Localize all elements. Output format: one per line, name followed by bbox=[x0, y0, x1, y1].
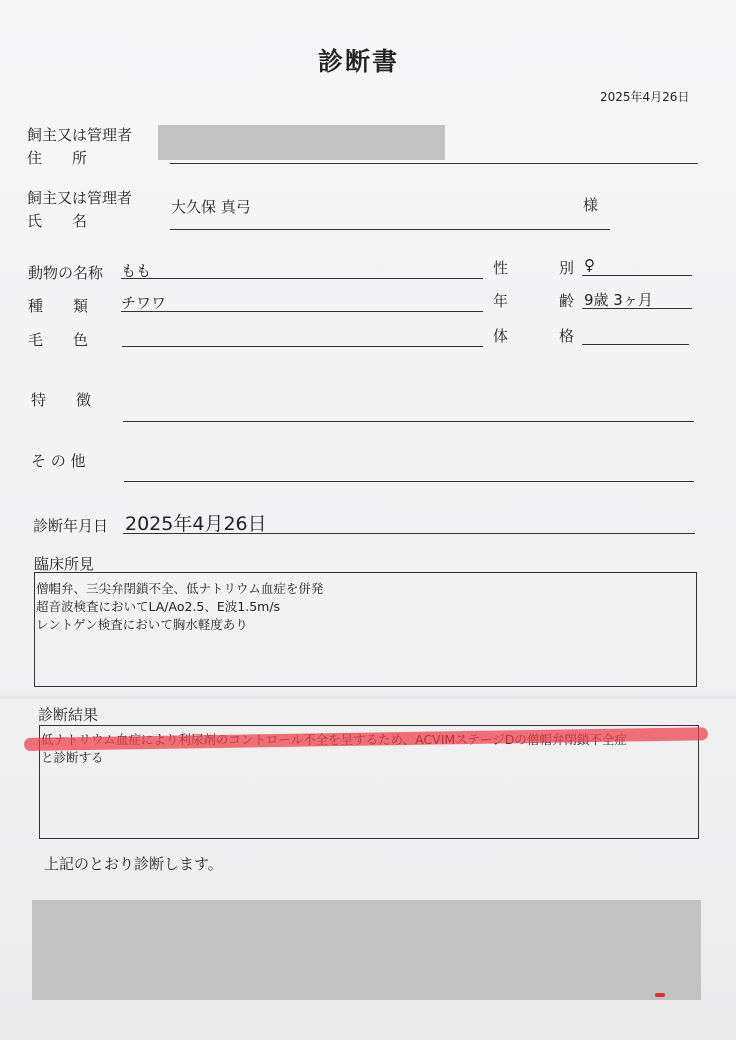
redacted-address bbox=[158, 125, 445, 160]
diagnosis-date-value: 2025年4月26日 bbox=[125, 513, 267, 535]
sex-label-a: 性 bbox=[493, 259, 509, 277]
clinical-findings-box bbox=[34, 572, 697, 687]
coat-underline bbox=[122, 346, 483, 347]
other-underline bbox=[124, 481, 694, 482]
stamp-edge bbox=[655, 993, 665, 997]
redacted-footer bbox=[32, 900, 701, 1000]
document-title: 診断書 bbox=[318, 47, 400, 76]
features-underline bbox=[123, 421, 694, 422]
owner-address-label-2: 住 所 bbox=[27, 149, 88, 167]
age-value: 9歳 3ヶ月 bbox=[584, 291, 653, 309]
other-label: そ の 他 bbox=[31, 452, 86, 470]
age-label-b: 齢 bbox=[559, 292, 575, 310]
diagnosis-result-label: 診断結果 bbox=[38, 706, 99, 724]
sex-value: ♀ bbox=[584, 256, 595, 274]
issue-date: 2025年4月26日 bbox=[600, 90, 690, 104]
age-label-a: 年 bbox=[493, 292, 509, 310]
breed-label: 種 類 bbox=[28, 297, 89, 315]
diagnosis-result-line-2: と診断する bbox=[41, 750, 104, 765]
breed-value: チワワ bbox=[121, 294, 167, 312]
sex-label-b: 別 bbox=[559, 259, 575, 277]
coat-label: 毛 色 bbox=[28, 331, 89, 349]
clinical-findings-line-1: 僧帽弁、三尖弁閉鎖不全、低ナトリウム血症を併発 bbox=[36, 581, 324, 596]
owner-name-label-1: 飼主又は管理者 bbox=[27, 189, 133, 207]
build-underline bbox=[582, 344, 689, 345]
animal-name-value: もも bbox=[121, 262, 152, 280]
name-underline bbox=[170, 229, 610, 230]
sex-underline bbox=[582, 275, 692, 276]
paper-fold bbox=[0, 694, 736, 700]
owner-name-value: 大久保 真弓 bbox=[171, 198, 251, 216]
features-label: 特 徴 bbox=[31, 391, 92, 409]
build-label-a: 体 bbox=[493, 327, 509, 345]
build-label-b: 格 bbox=[559, 327, 575, 345]
diagnosis-date-underline bbox=[123, 533, 695, 534]
animal-name-underline bbox=[121, 278, 483, 279]
diagnosis-date-label: 診断年月日 bbox=[33, 517, 109, 535]
animal-name-label: 動物の名称 bbox=[28, 264, 104, 282]
breed-underline bbox=[121, 311, 483, 312]
closing-statement: 上記のとおり診断します。 bbox=[44, 855, 223, 873]
clinical-findings-label: 臨床所見 bbox=[34, 555, 95, 573]
honorific: 様 bbox=[583, 196, 599, 214]
clinical-findings-line-2: 超音波検査においてLA/Ao2.5、E波1.5m/s bbox=[36, 599, 281, 614]
owner-address-label-1: 飼主又は管理者 bbox=[27, 126, 133, 144]
owner-name-label-2: 氏 名 bbox=[27, 212, 88, 230]
clinical-findings-line-3: レントゲン検査において胸水軽度あり bbox=[36, 617, 248, 632]
address-underline bbox=[170, 163, 698, 164]
age-underline bbox=[582, 308, 692, 309]
